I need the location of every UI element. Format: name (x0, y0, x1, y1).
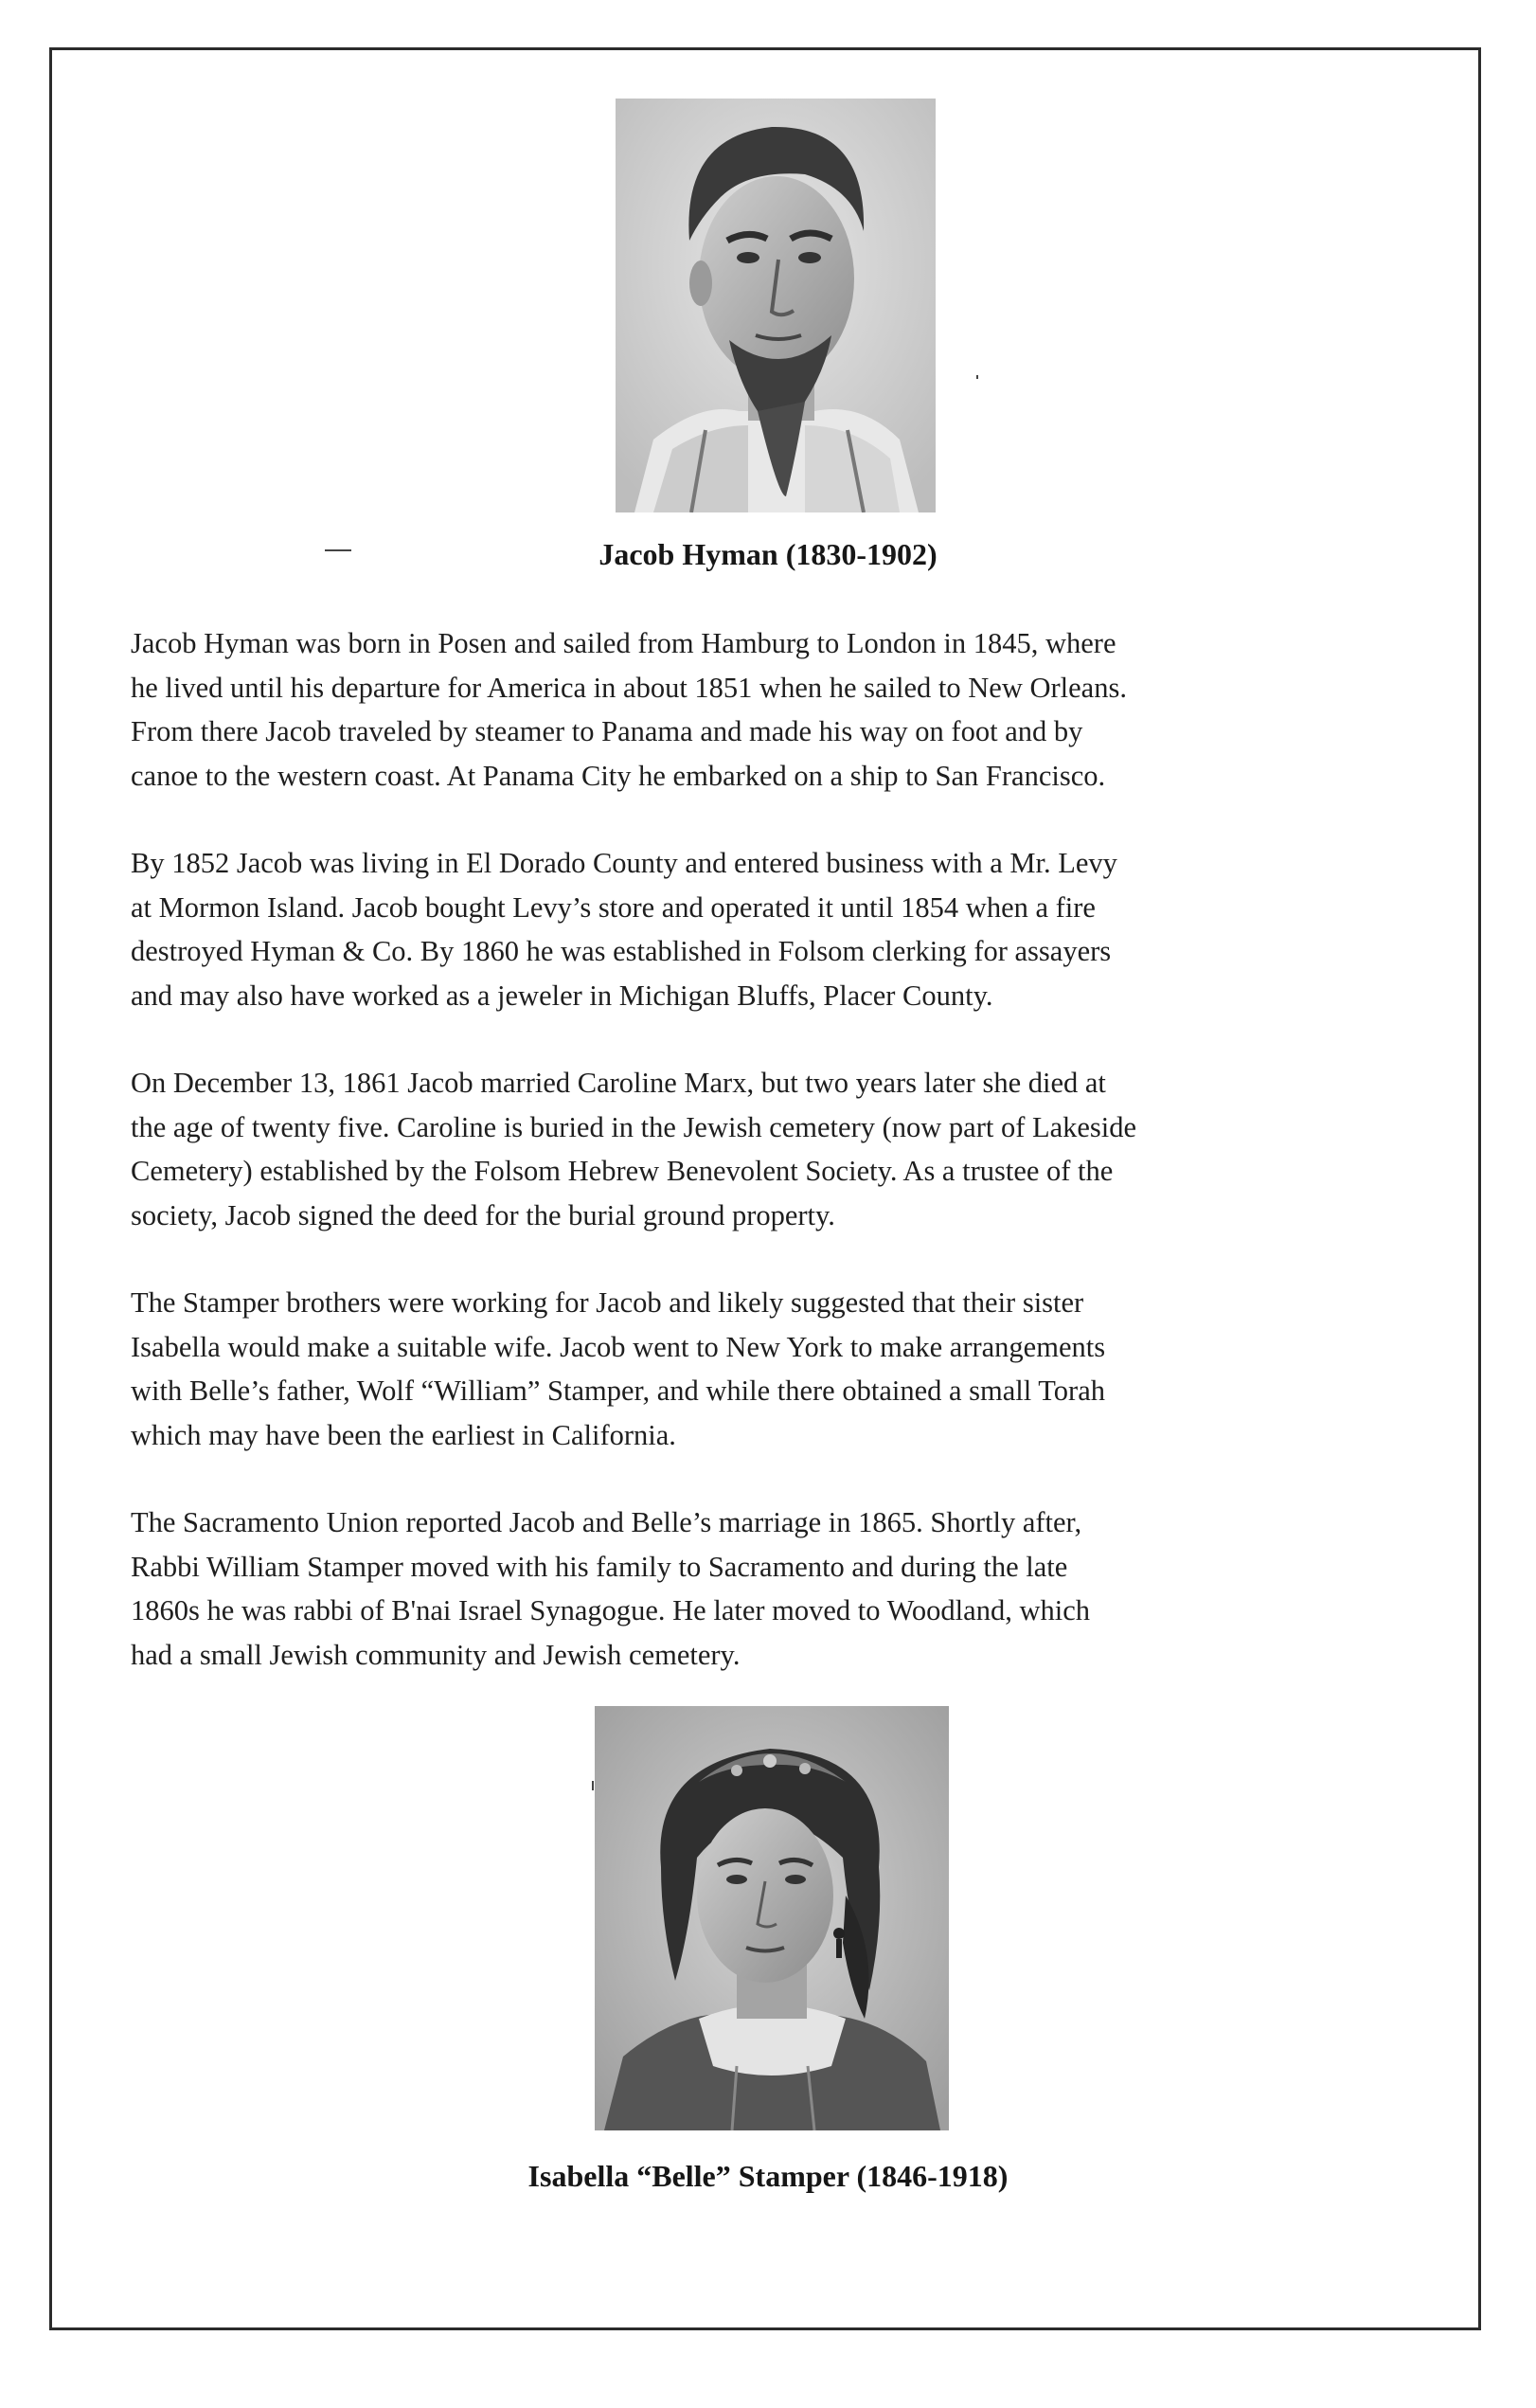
woman-portrait-photo (595, 1706, 949, 2130)
scan-speck (325, 549, 351, 551)
scan-speck (976, 375, 978, 379)
biography-text (131, 621, 1428, 1677)
isabella-stamper-caption: Isabella “Belle” Stamper (1846-1918) (527, 2159, 1009, 2193)
biography-paragraph-4: The Stamper brothers were working for Jacob and likely suggested that their sister Isabella would make a suitable wife. Jacob went to New York to make arrangements with Belle’s father, Wolf “William” Stamper, and while there obtained a small Torah which may have been the earliest in California. (131, 1286, 1106, 1451)
biography-paragraph-3: On December 13, 1861 Jacob married Caroline Marx, but two years later she died at the age of twenty five. Caroline is buried in the Jewish cemetery (now part of Lakeside Cemetery) established by the Folsom Hebrew Benevolent Society. As a trustee of the society, Jacob signed the deed for the burial ground property. (131, 1067, 1137, 1231)
isabella-stamper-portrait (595, 1706, 949, 2130)
biography-paragraph-5: The Sacramento Union reported Jacob and Belle’s marriage in 1865. Shortly after, Rabbi William Stamper moved with his family to Sacramento and during the late 1860s he was rabbi of B'nai Israel Synagogue. He later moved to Woodland, which had a small Jewish community and Jewish cemetery. (131, 1506, 1090, 1671)
man-portrait-photo (616, 99, 936, 512)
jacob-hyman-portrait (616, 99, 936, 512)
jacob-hyman-caption: Jacob Hyman (1830-1902) (598, 537, 938, 571)
biography-paragraph-2: By 1852 Jacob was living in El Dorado County and entered business with a Mr. Levy at Mormon Island. Jacob bought Levy’s store and operated it until 1854 when a fire destroyed Hyman & Co. By 1860 he was established in Folsom clerking for assayers and may also have worked as a jeweler in Michigan Bluffs, Placer County. (131, 847, 1117, 1012)
biography-paragraph-1: Jacob Hyman was born in Posen and sailed from Hamburg to London in 1845, where he lived until his departure for America in about 1851 when he sailed to New Orleans. From there Jacob traveled by steamer to Panama and made his way on foot and by canoe to the western coast. At Panama City he embarked on a ship to San Francisco. (131, 627, 1127, 792)
scan-speck (592, 1781, 594, 1790)
